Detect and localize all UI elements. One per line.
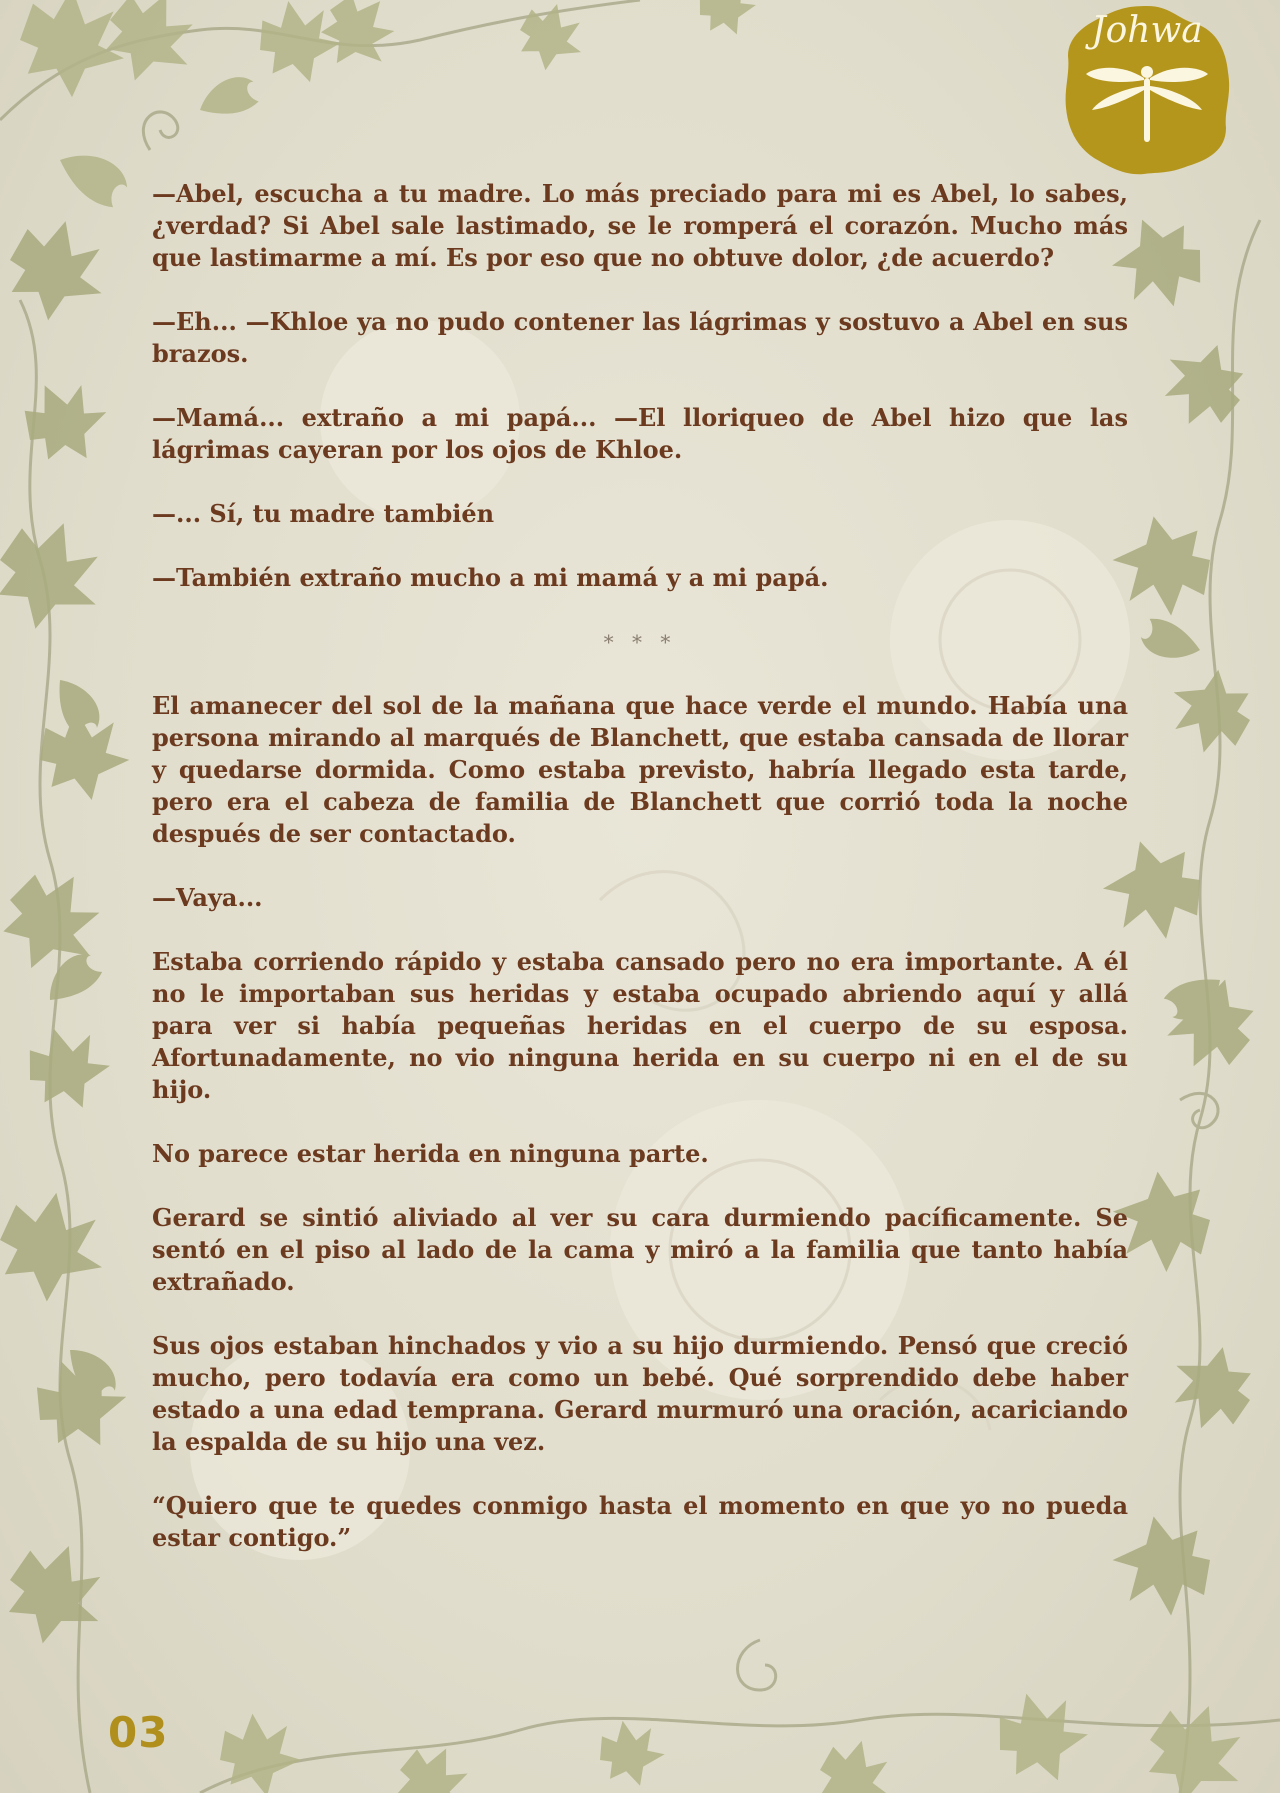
paragraph: Estaba corriendo rápido y estaba cansado pero no era importante. A él no le importaban sus heridas y estaba ocupado abriendo aquí y allá para ver si había pequeñas heridas en el cuerpo de su esposa. Afortunadamente, no vio ninguna herida en su cuerpo ni en el de su hijo. [152,947,1128,1104]
dragonfly-icon [1082,58,1212,148]
paragraph: No parece estar herida en ninguna parte. [152,1139,709,1168]
paragraph: El amanecer del sol de la mañana que hace verde el mundo. Había una persona mirando al marqués de Blanchett, que estaba cansada de llorar y quedarse dormida. Como estaba previsto, habría llegado esta tarde, pero era el cabeza de familia de Blanchett que corrió toda la noche después de ser contactado. [152,691,1128,848]
johwa-logo-badge [1058,0,1236,178]
paragraph: —Eh... —Khloe ya no pudo contener las lágrimas y sostuvo a Abel en sus brazos. [152,307,1128,368]
paragraph: Sus ojos estaban hinchados y vio a su hijo durmiendo. Pensó que creció mucho, pero todavía era como un bebé. Qué sorprendido debe haber estado a una edad temprana. Gerard murmuró una oración, acariciando la espalda de su hijo una vez. [152,1331,1128,1456]
scene-separator: * * * [603,630,677,654]
paragraph: —Vaya... [152,883,263,912]
paragraph: Gerard se sintió aliviado al ver su cara durmiendo pacíficamente. Se sentó en el piso al lado de la cama y miró a la familia que tanto había extrañado. [152,1203,1128,1296]
story-text [152,178,1128,1586]
paragraph: “Quiero que te quedes conmigo hasta el momento en que yo no pueda estar contigo.” [152,1491,1128,1552]
badge-logo-text: Johwa [1091,10,1203,51]
paragraph: —Mamá... extraño a mi papá... —El lloriqueo de Abel hizo que las lágrimas cayeran por los ojos de Khloe. [152,403,1128,464]
page-number: 03 [108,1708,169,1757]
paragraph: —Abel, escucha a tu madre. Lo más preciado para mi es Abel, lo sabes, ¿verdad? Si Abel sale lastimado, se le romperá el corazón. Mucho más que lastimarme a mí. Es por eso que no obtuve dolor, ¿de acuerdo? [152,179,1128,272]
paragraph: —... Sí, tu madre también [152,499,495,528]
paragraph: —También extraño mucho a mi mamá y a mi papá. [152,563,829,592]
